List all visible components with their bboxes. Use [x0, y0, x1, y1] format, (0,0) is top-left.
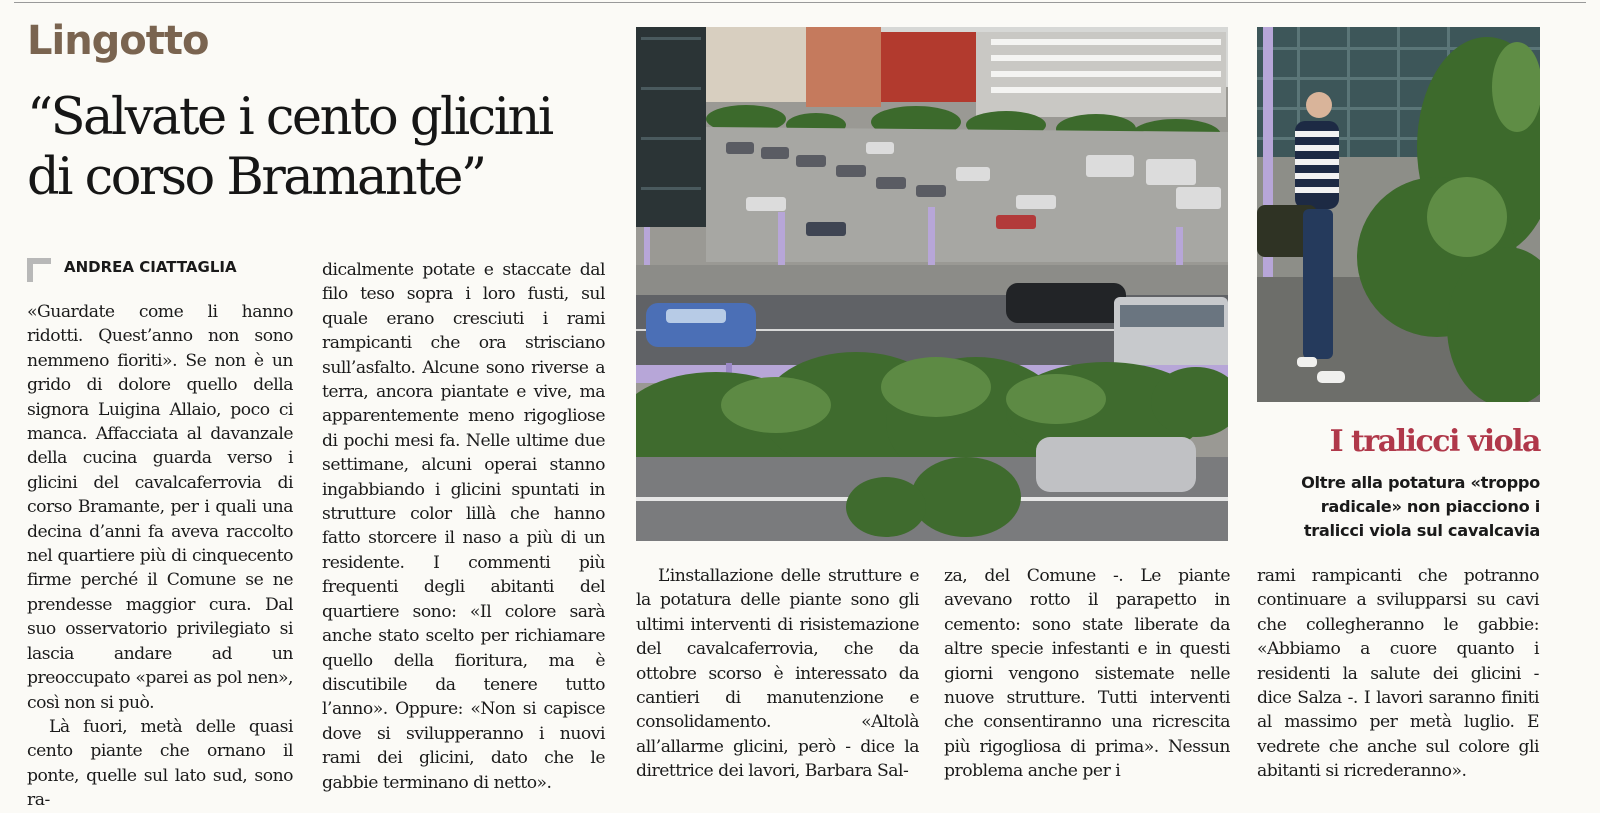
paragraph: za, del Comune -. Le piante avevano rotto il parapetto in cemento: sono state liberate da altre specie infestanti e in questi giorni vengono sistemate nelle nuove strutture. Tutti interventi che consentiranno una ricrescita più rigogliosa di prima». Nessun problema anche per i: [944, 566, 1230, 782]
caption-title: I tralicci viola: [1329, 424, 1540, 459]
photo-resident-on-bridge: [1257, 27, 1540, 402]
headline: “Salvate i cento glicini di corso Bramante”: [27, 88, 552, 207]
byline-corner-mark: [27, 258, 51, 282]
paragraph: rami rampicanti che potranno continuare a svilupparsi su cavi che collegheranno le gabbie: «Abbiamo a cuore quanto i residenti la salute dei glicini - dice Salza -. I lavori saranno finiti al massimo per metà luglio. E vedrete che anche sul colore gli abitanti si ricrederanno».: [1257, 566, 1539, 782]
top-rule: [14, 2, 1586, 3]
text-column-5: [1257, 564, 1539, 784]
photo-bridge-wisteria: [636, 27, 1228, 541]
bridge-scene-illustration: [636, 27, 1228, 541]
section-kicker: Lingotto: [27, 18, 209, 64]
byline: ANDREA CIATTAGLIA: [64, 258, 237, 276]
paragraph: dicalmente potate e staccate dal filo teso sopra i loro fusti, sul quale erano cresciuti i rami rampicanti che ora strisciano sull’asfalto. Alcune sono riverse a terra, ancora piantate e vive, ma apparentemente meno rigogliose di pochi mesi fa. Nelle ultime due settimane, alcuni operai stanno ingabbiando i glicini spuntati in strutture color lillà che hanno fatto storcere il naso a più di un residente. I commenti più frequenti degli abitanti del quartiere sono: «Il colore sarà anche stato scelto per richiamare quello della fioritura, ma è discutibile da tenere tutto l’anno». Oppure: «Non si capisce dove si svilupperanno i nuovi rami dei glicini, dato che le gabbie terminano di netto».: [322, 260, 605, 793]
paragraph: L’installazione delle strutture e la potatura delle piante sono gli ultimi interventi di risistemazione del cavalcaferrovia, che da ottobre scorso è interessato da cantieri di manutenzione e consolidamento. «Altolà all’allarme glicini, però - dice la direttrice dei lavori, Barbara Sal-: [636, 566, 919, 782]
text-column-3: [636, 564, 919, 784]
resident-scene-illustration: [1257, 27, 1540, 402]
caption-text: Oltre alla potatura «troppo radicale» non piacciono i tralicci viola sul cavalcavia: [1301, 473, 1540, 540]
text-column-4: [944, 564, 1230, 784]
text-column-2: [322, 258, 605, 795]
paragraph: Là fuori, metà delle quasi cento piante che ornano il ponte, quelle sul lato sud, sono ra-: [27, 716, 293, 811]
paragraph: «Guardate come li hanno ridotti. Quest’anno non sono nemmeno fioriti». Se non è un grido di dolore quello della signora Luigina Allaio, poco ci manca. Affacciata al davanzale della cucina guarda verso i glicini del cavalcaferrovia di corso Bramante, per i quali una decina d’anni fa aveva raccolto nel quartiere più di cinquecento firme perché il Comune se ne prendesse maggior cura. Dal suo osservatorio privilegiato si lascia andare ad un preoccupato «parei as pol nen», così non si può.: [27, 302, 293, 713]
text-column-1: [27, 300, 293, 813]
